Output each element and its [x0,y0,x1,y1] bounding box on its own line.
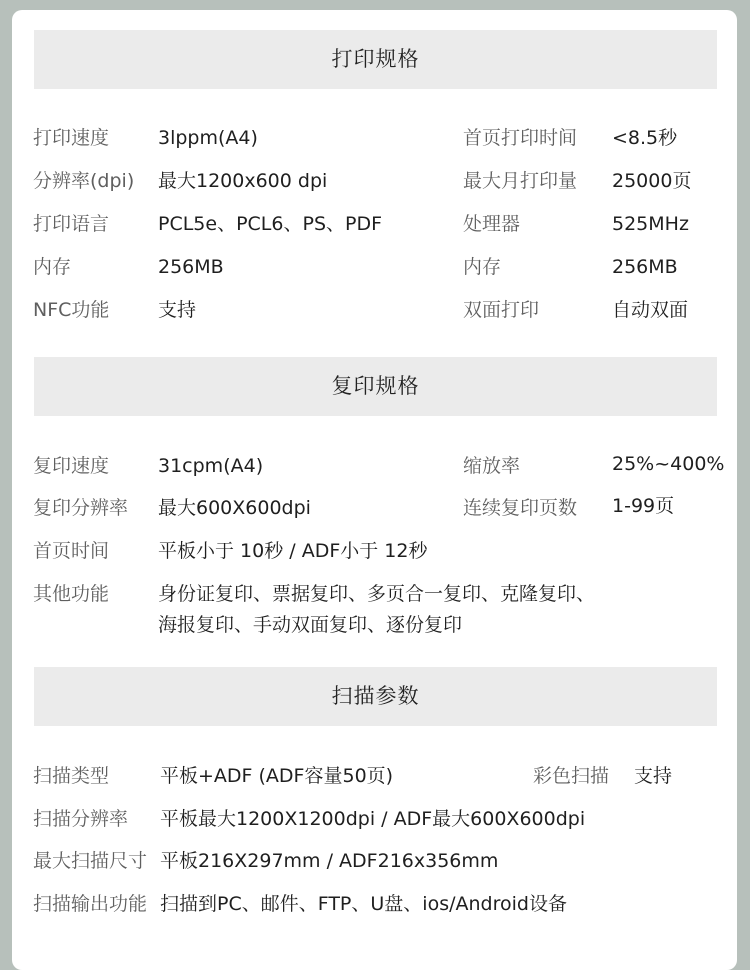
resolution-label: 分辨率(dpi) [33,170,135,192]
scan-output-label: 扫描输出功能 [33,893,148,915]
duplex-label: 双面打印 [463,299,540,321]
copy-speed-label: 复印速度 [33,455,110,477]
print-speed-label: 打印速度 [33,127,110,149]
print-language-label: 打印语言 [33,213,110,235]
print-language-value: PCL5e、PCL6、PS、PDF [158,213,383,235]
copy-resolution-value: 最大600X600dpi [158,497,311,519]
copy-resolution-label: 复印分辨率 [33,497,129,519]
other-functions-line-2: 海报复印、手动双面复印、逐份复印 [158,614,463,636]
other-functions-line-1: 身份证复印、票据复印、多页合一复印、克隆复印、 [158,583,596,605]
memory-value-2: 256MB [612,256,678,278]
print-section-header: 打印规格 [34,30,717,89]
resolution-value: 最大1200x600 dpi [158,170,328,192]
memory-label-2: 内存 [463,256,502,278]
memory-value: 256MB [158,256,224,278]
scan-resolution-label: 扫描分辨率 [33,808,129,830]
other-functions-label: 其他功能 [33,583,110,605]
first-page-time-label: 首页打印时间 [463,127,578,149]
monthly-volume-value: 25000页 [612,170,692,192]
spec-card [12,10,737,970]
processor-label: 处理器 [463,213,521,235]
memory-label: 内存 [33,256,72,278]
zoom-ratio-value: 25%~400% [612,453,725,475]
nfc-value: 支持 [158,299,197,321]
max-scan-size-value: 平板216X297mm / ADF216x356mm [160,850,499,872]
scan-type-label: 扫描类型 [33,765,110,787]
first-copy-time-label: 首页时间 [33,540,110,562]
copy-speed-value: 31cpm(A4) [158,455,264,477]
monthly-volume-label: 最大月打印量 [463,170,578,192]
color-scan-label: 彩色扫描 [533,765,610,787]
scan-type-value: 平板+ADF (ADF容量50页) [160,765,394,787]
scan-section-header: 扫描参数 [34,667,717,726]
first-page-time-value: <8.5秒 [612,127,678,149]
continuous-copy-value: 1-99页 [612,495,675,517]
zoom-ratio-label: 缩放率 [463,455,521,477]
scan-resolution-value: 平板最大1200X1200dpi / ADF最大600X600dpi [160,808,586,830]
duplex-value: 自动双面 [612,299,689,321]
scan-output-value: 扫描到PC、邮件、FTP、U盘、ios/Android设备 [160,893,567,915]
max-scan-size-label: 最大扫描尺寸 [33,850,148,872]
nfc-label: NFC功能 [33,299,110,321]
first-copy-time-value: 平板小于 10秒 / ADF小于 12秒 [158,540,428,562]
continuous-copy-label: 连续复印页数 [463,497,578,519]
copy-section-header: 复印规格 [34,357,717,416]
color-scan-value: 支持 [634,765,673,787]
processor-value: 525MHz [612,213,689,235]
print-speed-value: 3lppm(A4) [158,127,258,149]
